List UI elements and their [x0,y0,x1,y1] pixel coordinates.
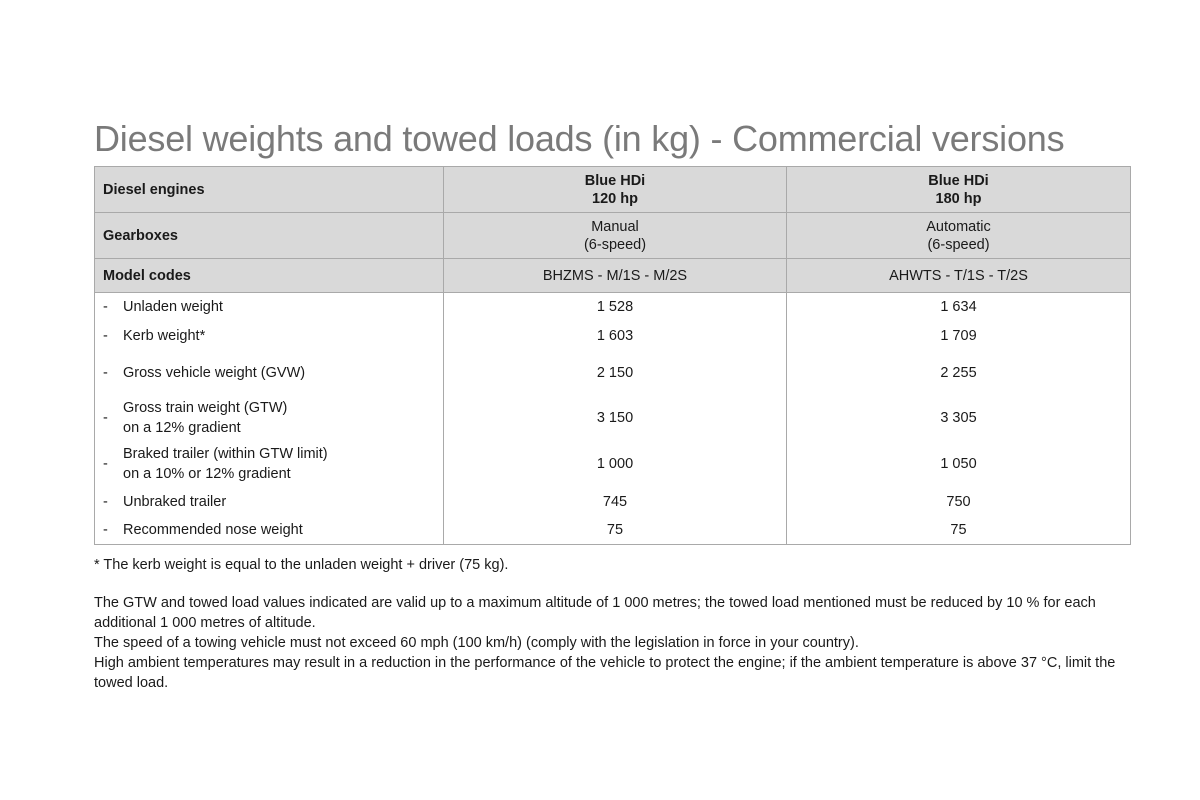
header-line: (6-speed) [927,236,990,253]
header-line: 180 hp [935,190,982,207]
row-label [95,293,444,322]
row-label [95,441,444,488]
note-paragraph: High ambient temperatures may result in a reduction in the performance of the vehicle to protect the engine; if the ambient temperature is above 37 °C, limit the towed load. [94,655,1116,691]
row-dash: - [103,410,108,426]
page-title: Diesel weights and towed loads (in kg) - Commercial versions [94,118,1065,159]
table-row [95,350,1131,396]
row-label [95,396,444,441]
row-value: 75 [787,516,1131,545]
row-value: 1 634 [787,293,1131,322]
row-label-line: Unbraked trailer [123,493,227,510]
header-label: Model codes [95,259,444,293]
notes-section [94,593,1134,693]
row-dash: - [103,327,108,344]
row-value: 3 150 [444,396,787,441]
row-label [95,488,444,516]
row-label [95,322,444,350]
row-value: 1 050 [787,441,1131,488]
header-row-engines [95,167,1131,213]
table-row [95,293,1131,322]
header-cell [787,167,1131,213]
table-row [95,396,1131,441]
row-value: 750 [787,488,1131,516]
header-cell [787,213,1131,259]
header-line: 120 hp [592,190,638,207]
row-value: 745 [444,488,787,516]
header-line: Automatic [926,218,991,235]
row-label-line: Recommended nose weight [123,521,303,538]
header-label: Diesel engines [95,167,444,213]
row-value: 3 305 [787,396,1131,441]
row-label-line: Gross train weight (GTW) [123,400,288,416]
row-dash: - [103,364,108,381]
row-dash: - [103,299,108,316]
row-label-line: Gross vehicle weight (GVW) [123,364,306,381]
row-label [95,516,444,545]
row-label-line: Braked trailer (within GTW limit) [123,446,328,462]
header-cell: BHZMS - M/1S - M/2S [444,259,787,293]
row-label-line: on a 10% or 12% gradient [123,466,291,482]
header-line: Blue HDi [584,172,646,189]
row-value: 2 150 [444,350,787,396]
header-line: Manual [591,218,639,235]
note-paragraph: The speed of a towing vehicle must not exceed 60 mph (100 km/h) (comply with the legislation in force in your country). [94,635,859,651]
header-row-gearboxes [95,213,1131,259]
row-value: 2 255 [787,350,1131,396]
header-line: Blue HDi [928,172,989,189]
row-dash: - [103,456,108,472]
row-dash: - [103,521,108,538]
table-row [95,488,1131,516]
header-label: Gearboxes [95,213,444,259]
footnote: * The kerb weight is equal to the unladen weight + driver (75 kg). [94,557,509,573]
table-row [95,516,1131,545]
row-label-line: Unladen weight [123,299,223,316]
row-label-line: Kerb weight* [123,327,206,344]
header-cell [444,167,787,213]
row-value: 1 709 [787,322,1131,350]
row-label-line: on a 12% gradient [123,420,241,436]
row-label [95,350,444,396]
header-row-model-codes [95,259,1131,293]
weights-table [94,166,1131,545]
row-value: 1 528 [444,293,787,322]
table-row [95,322,1131,350]
row-value: 75 [444,516,787,545]
header-cell [444,213,787,259]
row-dash: - [103,493,108,510]
note-paragraph: The GTW and towed load values indicated are valid up to a maximum altitude of 1 000 metres; the towed load mentioned must be reduced by 10 % for each additional 1 000 metres of altitude. [94,595,1096,631]
row-value: 1 603 [444,322,787,350]
header-line: (6-speed) [583,236,647,253]
table-row [95,441,1131,488]
header-cell: AHWTS - T/1S - T/2S [787,259,1131,293]
row-value: 1 000 [444,441,787,488]
